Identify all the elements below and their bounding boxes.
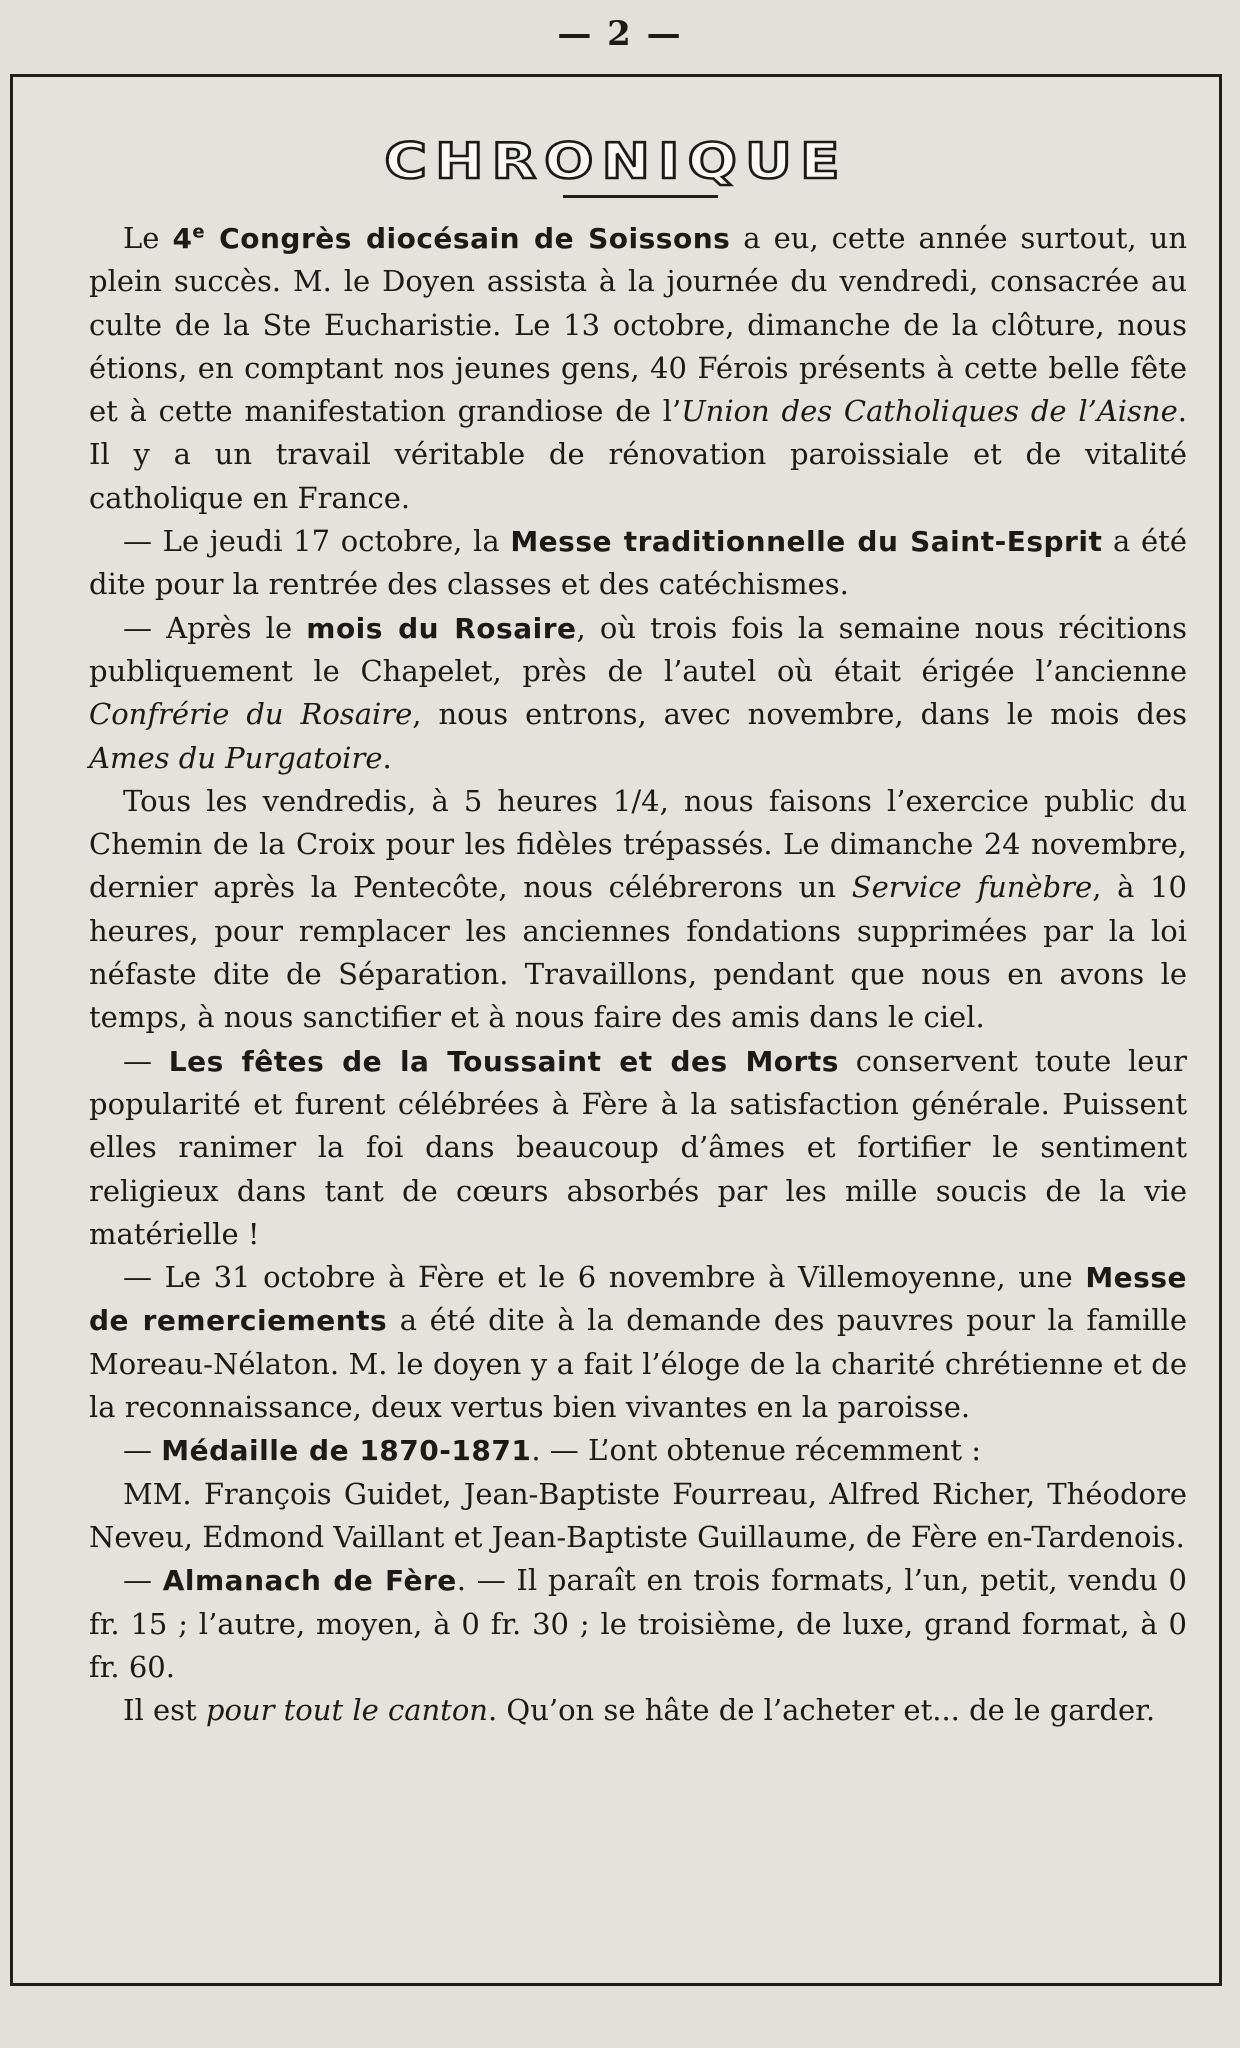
- paragraph-thanksgiving-mass: — Le 31 octobre à Fère et le 6 novembre à Villemoyenne, une Messe de remerciements a été dite à la demande des pauvres pour la famille Moreau-Nélaton. M. le doyen y a fait l’éloge de la charité chrétienne et de la reconnaissance, deux vertus bien vivantes en la paroisse.: [89, 1260, 1187, 1425]
- paragraph-holy-spirit-mass: — Le jeudi 17 octobre, la Messe traditionnelle du Saint-Esprit a été dite pour la rentrée des classes et des catéchismes.: [89, 524, 1187, 602]
- chronicle-frame: [10, 74, 1222, 1986]
- paragraph-almanac: — Almanach de Fère. — Il paraît en trois formats, l’un, petit, vendu 0 fr. 15 ; l’autre, moyen, à 0 fr. 30 ; le troisième, de luxe, grand format, à 0 fr. 60.: [89, 1563, 1187, 1684]
- paragraph-congress: Le 4e Congrès diocésain de Soissons a eu, cette année surtout, un plein succès. M. le Doyen assista à la journée du vendredi, consacrée au culte de la Ste Eucharistie. Le 13 octobre, dimanche de la clôture, nous étions, en comptant nos jeunes gens, 40 Férois présents à cette belle fête et à cette manifestation grandiose de l’Union des Catholiques de l’Aisne. Il y a un travail véritable de rénovation paroissiale et de vitalité catholique en France.: [89, 221, 1187, 515]
- paragraph-way-of-cross: Tous les vendredis, à 5 heures 1/4, nous faisons l’exercice public du Chemin de la Croix pour les fidèles trépassés. Le dimanche 24 novembre, dernier après la Pentecôte, nous célébrerons un Service funèbre, à 10 heures, pour remplacer les anciennes fondations supprimées par la loi néfaste dite de Séparation. Travaillons, pendant que nous en avons le temps, à nous sanctifier et à nous faire des amis dans le ciel.: [89, 783, 1187, 1035]
- paragraph-medal: — Médaille de 1870-1871. — L’ont obtenue récemment :: [123, 1433, 981, 1468]
- paragraph-rosary: — Après le mois du Rosaire, où trois fois la semaine nous récitions publiquement le Chapelet, près de l’autel où était érigée l’ancienne Confrérie du Rosaire, nous entrons, avec novembre, dans le mois des Ames du Purgatoire.: [89, 610, 1187, 775]
- paragraph-medal-recipients: MM. François Guidet, Jean-Baptiste Fourreau, Alfred Richer, Théodore Neveu, Edmond Vaillant et Jean-Baptiste Guillaume, de Fère en-Tardenois.: [89, 1476, 1187, 1554]
- chronicle-body: [89, 217, 1187, 1732]
- paragraph-all-saints: — Les fêtes de la Toussaint et des Morts conservent toute leur popularité et furent célébrées à Fère à la satisfaction générale. Puissent elles ranimer la foi dans beaucoup d’âmes et fortifier le sentiment religieux dans tant de cœurs absorbés par les mille soucis de la vie matérielle !: [89, 1043, 1188, 1251]
- page-title: CHRONIQUE: [384, 132, 848, 190]
- title-underline: [563, 195, 718, 198]
- paragraph-almanac-canton: Il est pour tout le canton. Qu’on se hâte de l’acheter et... de le garder.: [123, 1693, 1156, 1728]
- page-number: — 2 —: [557, 14, 683, 54]
